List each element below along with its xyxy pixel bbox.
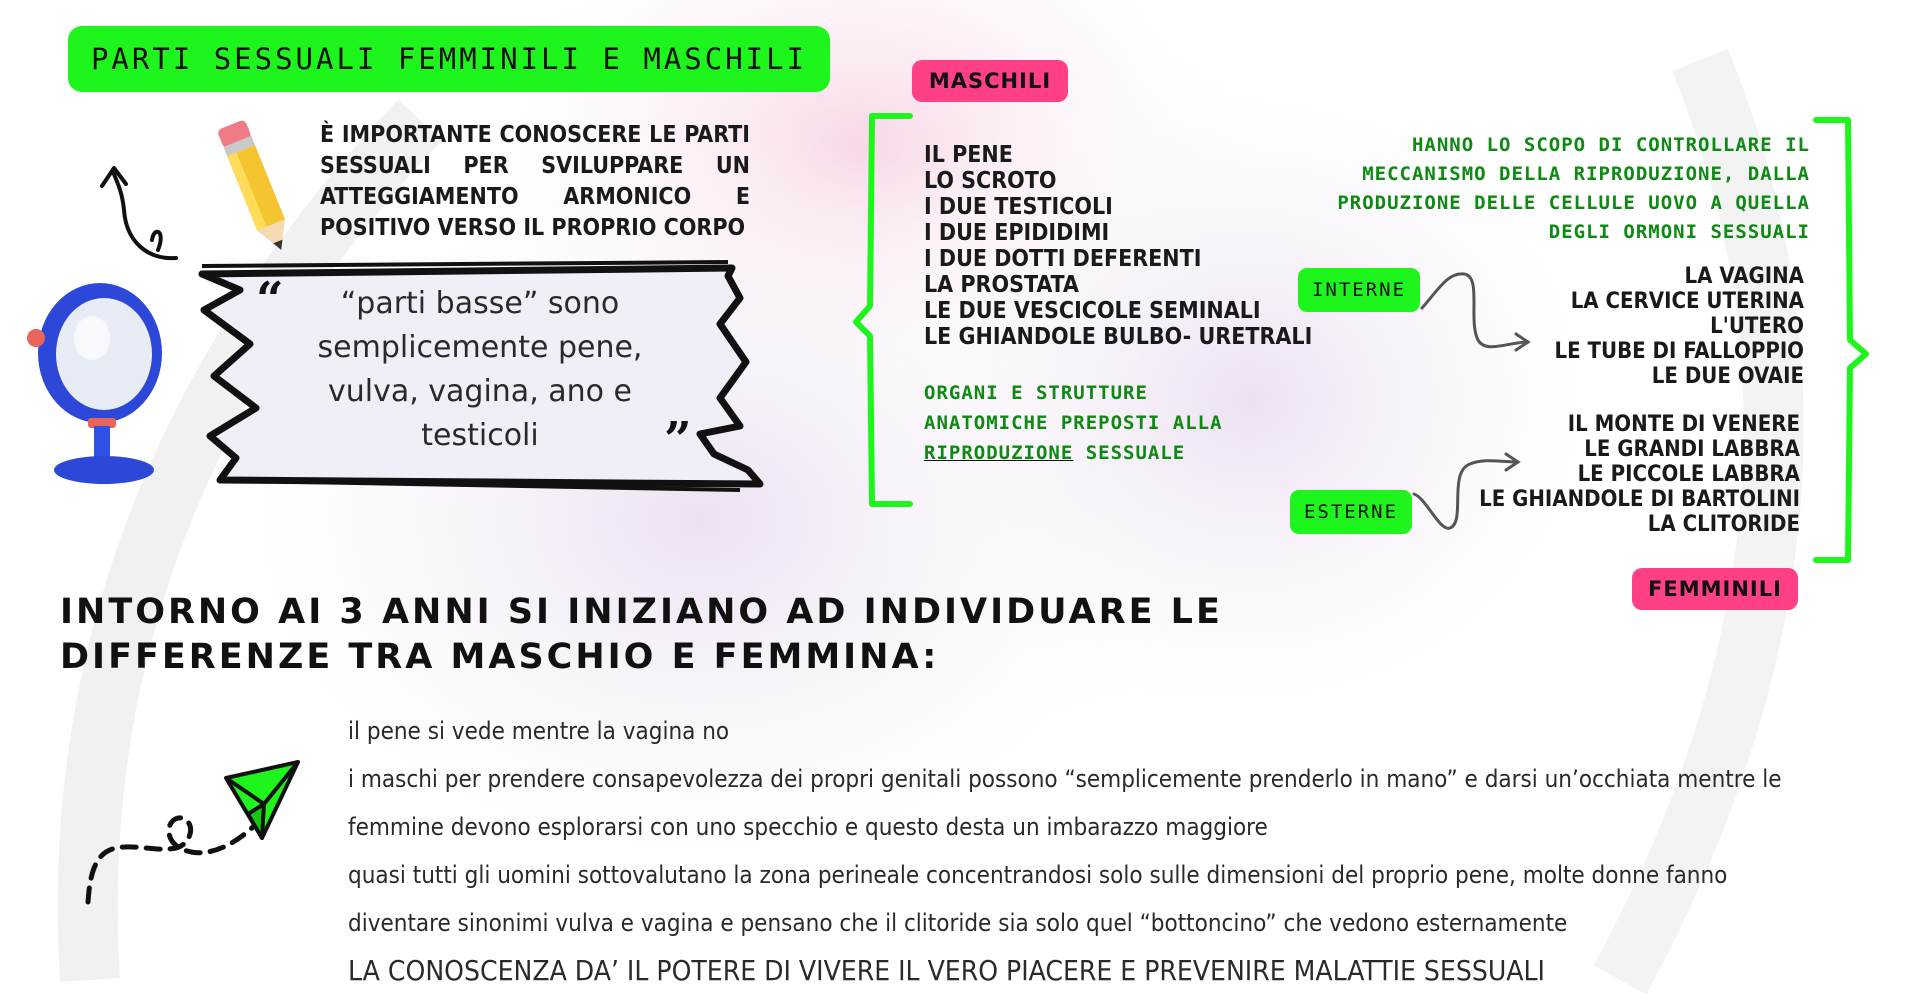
list-item: L'UTERO bbox=[1710, 314, 1804, 339]
list-item: LE GHIANDOLE BULBO- URETRALI bbox=[924, 324, 1313, 350]
body-line: femmine devono esplorarsi con uno specchio e questo desta un imbarazzo maggiore bbox=[348, 813, 1268, 841]
list-item: IL PENE bbox=[924, 142, 1013, 168]
list-item: LE DUE VESCICOLE SEMINALI bbox=[924, 298, 1261, 324]
list-item: LE GRANDI LABBRA bbox=[1584, 437, 1800, 462]
scopo-line: MECCANISMO DELLA RIPRODUZIONE, DALLA bbox=[1362, 163, 1810, 185]
intro-text: È IMPORTANTE CONOSCERE LE PARTI SESSUALI PER SVILUPPARE UN ATTEGGIAMENTO ARMONICO E POSITIVO VERSO IL PROPRIO CORPO bbox=[320, 122, 750, 241]
quote-open-mark: “ bbox=[256, 272, 284, 328]
body-line: il pene si vede mentre la vagina no bbox=[348, 717, 730, 745]
organi-line: ANATOMICHE PREPOSTI ALLA bbox=[924, 412, 1223, 434]
list-item: I DUE EPIDIDIMI bbox=[924, 220, 1110, 246]
scopo-line: DEGLI ORMONI SESSUALI bbox=[1548, 221, 1810, 243]
organi-line-last bbox=[924, 438, 1284, 468]
organi-tail: SESSUALE bbox=[1073, 442, 1186, 464]
esterne-list bbox=[1479, 412, 1800, 537]
quote-line: vulva, vagina, ano e bbox=[327, 374, 633, 409]
body-line: quasi tutti gli uomini sottovalutano la zona perineale concentrandosi solo sulle dimensioni del proprio pene, molte donne fanno bbox=[348, 861, 1728, 889]
section-heading bbox=[60, 590, 1260, 680]
list-item: LA VAGINA bbox=[1684, 264, 1804, 289]
quote-text bbox=[300, 282, 660, 458]
list-item: IL MONTE DI VENERE bbox=[1567, 412, 1800, 437]
list-item: LE GHIANDOLE DI BARTOLINI bbox=[1479, 487, 1800, 512]
final-statement: LA CONOSCENZA DA’ IL POTERE DI VIVERE IL VERO PIACERE E PREVENIRE MALATTIE SESSUALI bbox=[348, 954, 1545, 987]
paper-plane-icon bbox=[76, 752, 306, 912]
femminili-scopo bbox=[1290, 131, 1810, 247]
list-item: LA PROSTATA bbox=[924, 272, 1079, 298]
list-item: I DUE TESTICOLI bbox=[924, 194, 1113, 220]
maschili-list bbox=[924, 142, 1312, 350]
organi-line: ORGANI E STRUTTURE bbox=[924, 382, 1148, 404]
femminili-badge: FEMMINILI bbox=[1632, 568, 1798, 610]
maschili-bracket bbox=[848, 110, 918, 510]
list-item: LE PICCOLE LABBRA bbox=[1577, 462, 1800, 487]
heading-line: DIFFERENZE TRA MASCHIO E FEMMINA: bbox=[60, 637, 940, 677]
curly-arrow-icon bbox=[96, 160, 186, 270]
quote-line: semplicemente pene, bbox=[317, 330, 643, 365]
list-item: LE DUE OVAIE bbox=[1651, 364, 1804, 389]
quote-line: testicoli bbox=[421, 418, 539, 453]
interne-badge: INTERNE bbox=[1298, 268, 1420, 312]
pencil-icon bbox=[205, 110, 305, 260]
list-item: LE TUBE DI FALLOPPIO bbox=[1554, 339, 1804, 364]
body-line: diventare sinonimi vulva e vagina e pensano che il clitoride sia solo quel “bottoncino” che vedono esternamente bbox=[348, 909, 1568, 937]
mirror-icon bbox=[22, 278, 162, 488]
list-item: LA CLITORIDE bbox=[1647, 512, 1800, 537]
list-item: LO SCROTO bbox=[924, 168, 1057, 194]
interne-list bbox=[1554, 264, 1804, 389]
maschili-badge: MASCHILI bbox=[912, 60, 1068, 102]
scopo-line: HANNO LO SCOPO DI CONTROLLARE IL bbox=[1411, 134, 1810, 156]
quote-close-mark: ” bbox=[664, 412, 692, 468]
section-body bbox=[348, 707, 1878, 995]
page-title: PARTI SESSUALI FEMMINILI E MASCHILI bbox=[68, 26, 830, 92]
interne-arrow-icon bbox=[1418, 270, 1534, 356]
esterne-badge: ESTERNE bbox=[1290, 490, 1412, 534]
list-item: I DUE DOTTI DEFERENTI bbox=[924, 246, 1202, 272]
femminili-bracket bbox=[1808, 116, 1878, 566]
riproduzione-underlined: RIPRODUZIONE bbox=[924, 442, 1074, 464]
quote-line: “parti basse” sono bbox=[340, 286, 620, 321]
scopo-line: PRODUZIONE DELLE CELLULE UOVO A QUELLA bbox=[1337, 192, 1810, 214]
heading-line: INTORNO AI 3 ANNI SI INIZIANO AD INDIVIDUARE LE bbox=[60, 592, 1223, 632]
body-line: i maschi per prendere consapevolezza dei propri genitali possono “semplicemente prenderlo in mano” e darsi un’occhiata mentre le bbox=[348, 765, 1782, 793]
list-item: LA CERVICE UTERINA bbox=[1570, 289, 1804, 314]
organi-text bbox=[924, 378, 1284, 468]
